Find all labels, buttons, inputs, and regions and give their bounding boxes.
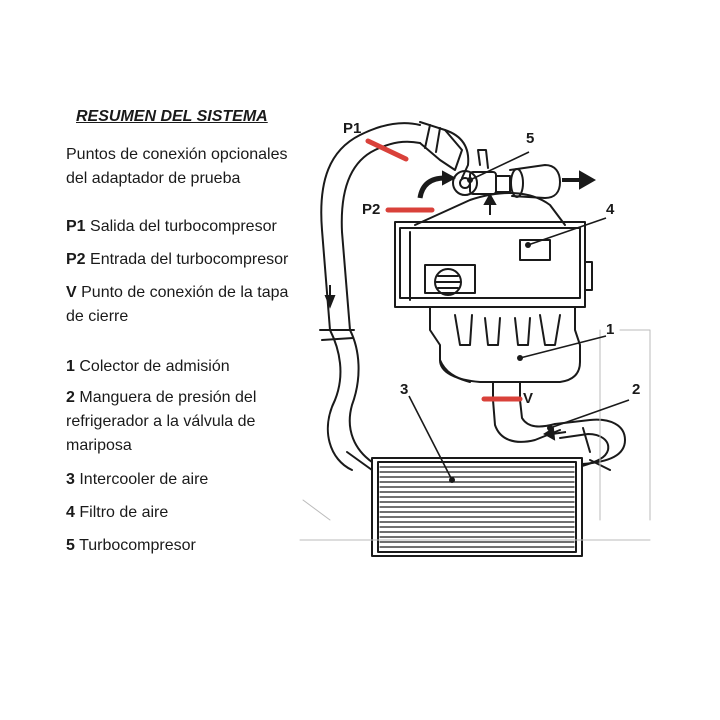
intake-manifold xyxy=(430,307,580,442)
legend-code: 4 xyxy=(66,504,75,521)
legend-text: Punto de conexión de la tapa xyxy=(81,284,289,301)
hose-intercooler-to-turbo xyxy=(320,123,420,470)
legend-intro-line1: Puntos de conexión opcionales xyxy=(66,146,288,163)
legend-item-2-cont1: refrigerador a la válvula de xyxy=(66,413,256,430)
legend-code: P2 xyxy=(66,251,86,268)
legend-title: RESUMEN DEL SISTEMA xyxy=(76,108,268,125)
legend-code: V xyxy=(66,284,77,301)
legend-text: Turbocompresor xyxy=(79,537,196,554)
label-v: V xyxy=(523,390,534,407)
label-1: 1 xyxy=(606,321,615,338)
leader-lines xyxy=(409,152,629,480)
label-3: 3 xyxy=(400,381,409,398)
label-2: 2 xyxy=(632,381,641,398)
legend-text: Entrada del turbocompresor xyxy=(90,251,289,268)
legend-text: Salida del turbocompresor xyxy=(90,218,277,235)
label-p1: P1 xyxy=(343,120,362,137)
turbo-outlet-coupling xyxy=(420,122,468,178)
legend-code: 5 xyxy=(66,537,75,554)
legend-code: 1 xyxy=(66,358,75,375)
legend-item-2-cont2: mariposa xyxy=(66,437,132,454)
legend-intro-line2: del adaptador de prueba xyxy=(66,170,241,187)
label-5: 5 xyxy=(526,130,535,147)
legend-code: P1 xyxy=(66,218,86,235)
label-p2: P2 xyxy=(362,201,381,218)
legend-text: Filtro de aire xyxy=(79,504,169,521)
legend-code: 3 xyxy=(66,471,75,488)
label-4: 4 xyxy=(606,201,615,218)
legend-item-v-cont: de cierre xyxy=(66,308,129,325)
legend-text: Manguera de presión del xyxy=(79,389,257,406)
legend-code: 2 xyxy=(66,389,75,406)
legend-text: Intercooler de aire xyxy=(79,471,209,488)
legend-text: Colector de admisión xyxy=(79,358,230,375)
intercooler-fins xyxy=(380,467,574,547)
